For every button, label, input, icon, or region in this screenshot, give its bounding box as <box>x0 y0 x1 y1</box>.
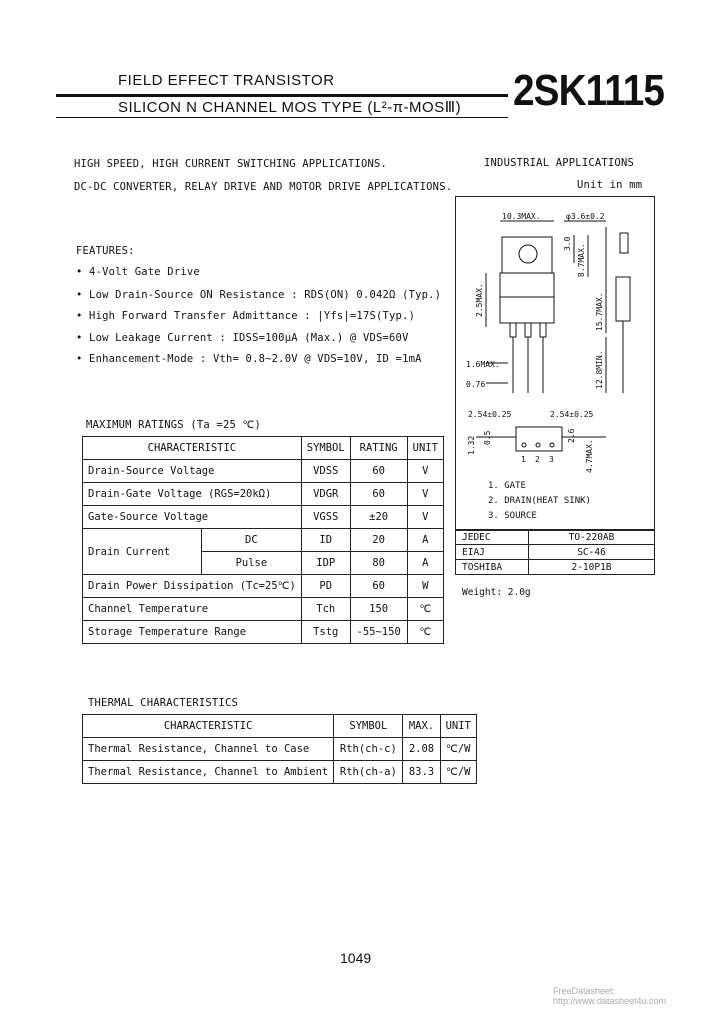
cell-characteristic: Gate-Source Voltage <box>83 506 302 529</box>
feature-item: • Enhancement-Mode : Vth= 0.8~2.0V @ VDS=10V, ID =1mA <box>76 353 422 365</box>
cell-rating: 150 <box>350 598 407 621</box>
title-line-2: SILICON N CHANNEL MOS TYPE (L²-π-MOSⅢ) <box>118 99 462 116</box>
cell-unit: ℃ <box>407 598 443 621</box>
cell-characteristic: Drain-Source Voltage <box>83 460 302 483</box>
cell-max: 83.3 <box>403 761 440 784</box>
package-heading: INDUSTRIAL APPLICATIONS <box>484 157 634 169</box>
cell-rating: 60 <box>350 483 407 506</box>
cell-symbol: VGSS <box>301 506 350 529</box>
cell-characteristic: Thermal Resistance, Channel to Case <box>83 738 334 761</box>
table-header-row <box>83 715 477 738</box>
cell-symbol: Rth(ch-c) <box>334 738 403 761</box>
cell-symbol: PD <box>301 575 350 598</box>
cell-unit: V <box>407 506 443 529</box>
cell-unit: A <box>407 552 443 575</box>
standard-name: JEDEC <box>456 530 529 545</box>
cell-rating: -55~150 <box>350 621 407 644</box>
cell-unit: V <box>407 483 443 506</box>
pin-item: 3. SOURCE <box>488 511 537 521</box>
feature-item: • High Forward Transfer Admittance : |Yfs|=17S(Typ.) <box>76 310 416 322</box>
cell-unit: ℃/W <box>440 738 477 761</box>
title-rule-thick <box>56 94 508 97</box>
standard-value: SC-46 <box>529 545 655 560</box>
dim-lead-length: 12.8MIN. <box>595 350 604 389</box>
watermark-link[interactable]: FreeDatasheet: http://www.datasheet4u.com <box>553 986 667 1006</box>
pin-list <box>488 479 591 524</box>
dim-lead-thickness: 0.76 <box>466 380 486 389</box>
dim-body-lower: 2.5MAX. <box>475 283 484 317</box>
standard-name: EIAJ <box>456 545 529 560</box>
page-number: 1049 <box>340 950 372 966</box>
dim-bottom-b: 0.5 <box>483 430 492 445</box>
cell-sub: DC <box>202 529 302 552</box>
dim-hole: φ3.6±0.2 <box>566 212 605 221</box>
standard-value: TO-220AB <box>529 530 655 545</box>
cell-characteristic: Storage Temperature Range <box>83 621 302 644</box>
cell-characteristic: Drain Power Dissipation (Tc=25℃) <box>83 575 302 598</box>
table-row <box>83 529 444 552</box>
header-symbol: SYMBOL <box>301 437 350 460</box>
title-line-1: FIELD EFFECT TRANSISTOR <box>118 72 335 89</box>
dim-bottom-d: 4.7MAX. <box>585 439 594 473</box>
cell-rating: 80 <box>350 552 407 575</box>
table-header-row <box>83 437 444 460</box>
dim-pitch-left: 2.54±0.25 <box>468 410 512 419</box>
cell-symbol: ID <box>301 529 350 552</box>
cell-unit: V <box>407 460 443 483</box>
table-row <box>456 560 655 575</box>
weight-label: Weight: 2.0g <box>462 587 531 598</box>
standard-value: 2-10P1B <box>529 560 655 575</box>
header-unit: UNIT <box>440 715 477 738</box>
table-row <box>83 761 477 784</box>
table-row <box>83 483 444 506</box>
cell-characteristic: Thermal Resistance, Channel to Ambient <box>83 761 334 784</box>
feature-item: • Low Drain-Source ON Resistance : RDS(ON) 0.042Ω (Typ.) <box>76 289 442 301</box>
header-symbol: SYMBOL <box>334 715 403 738</box>
pin-number: 1 <box>521 455 526 464</box>
pin-item: 2. DRAIN(HEAT SINK) <box>488 496 591 506</box>
dim-bottom-c: 2.6 <box>567 428 576 443</box>
table-row <box>456 530 655 545</box>
table-row <box>456 545 655 560</box>
max-ratings-table <box>82 436 444 644</box>
cell-rating: 60 <box>350 575 407 598</box>
cell-characteristic: Drain Current <box>83 529 202 575</box>
cell-max: 2.08 <box>403 738 440 761</box>
cell-symbol: IDP <box>301 552 350 575</box>
table-row <box>83 575 444 598</box>
part-number: 2SK1115 <box>513 66 665 115</box>
title-rule-thin <box>56 117 508 118</box>
cell-symbol: Tch <box>301 598 350 621</box>
cell-rating: 60 <box>350 460 407 483</box>
cell-symbol: VDGR <box>301 483 350 506</box>
cell-unit: ℃ <box>407 621 443 644</box>
cell-rating: 20 <box>350 529 407 552</box>
dim-pitch-right: 2.54±0.25 <box>550 410 594 419</box>
dim-tab-height: 8.7MAX. <box>577 243 586 277</box>
table-row <box>83 738 477 761</box>
pin-number: 2 <box>535 455 540 464</box>
feature-item: • 4-Volt Gate Drive <box>76 266 200 278</box>
thermal-heading: THERMAL CHARACTERISTICS <box>88 697 238 709</box>
unit-label: Unit in mm <box>577 179 643 191</box>
dim-lead-width: 1.6MAX. <box>466 360 500 369</box>
cell-symbol: Rth(ch-a) <box>334 761 403 784</box>
table-row <box>83 506 444 529</box>
cell-unit: W <box>407 575 443 598</box>
cell-unit: ℃/W <box>440 761 477 784</box>
dim-hole-offset: 3.0 <box>563 236 572 251</box>
cell-unit: A <box>407 529 443 552</box>
header-rating: RATING <box>350 437 407 460</box>
features-heading: FEATURES: <box>76 245 135 257</box>
cell-sub: Pulse <box>202 552 302 575</box>
dim-body-height: 15.7MAX. <box>595 292 604 331</box>
standard-name: TOSHIBA <box>456 560 529 575</box>
cell-rating: ±20 <box>350 506 407 529</box>
cell-symbol: Tstg <box>301 621 350 644</box>
header-characteristic: CHARACTERISTIC <box>83 715 334 738</box>
dim-width: 10.3MAX. <box>502 212 541 221</box>
header-unit: UNIT <box>407 437 443 460</box>
pin-number: 3 <box>549 455 554 464</box>
feature-item: • Low Leakage Current : IDSS=100μA (Max.) @ VDS=60V <box>76 332 409 344</box>
thermal-table <box>82 714 477 784</box>
application-line-1: HIGH SPEED, HIGH CURRENT SWITCHING APPLICATIONS. <box>74 158 388 170</box>
pin-item: 1. GATE <box>488 481 526 491</box>
table-row <box>83 621 444 644</box>
table-row <box>83 598 444 621</box>
cell-characteristic: Drain-Gate Voltage (RGS=20kΩ) <box>83 483 302 506</box>
dim-bottom-a: 1.32 <box>467 435 476 455</box>
max-ratings-heading: MAXIMUM RATINGS (Ta =25 ℃) <box>86 419 262 431</box>
standards-table <box>455 529 655 575</box>
table-row <box>83 460 444 483</box>
cell-characteristic: Channel Temperature <box>83 598 302 621</box>
application-line-2: DC-DC CONVERTER, RELAY DRIVE AND MOTOR DRIVE APPLICATIONS. <box>74 181 453 193</box>
header-characteristic: CHARACTERISTIC <box>83 437 302 460</box>
header-max: MAX. <box>403 715 440 738</box>
cell-symbol: VDSS <box>301 460 350 483</box>
